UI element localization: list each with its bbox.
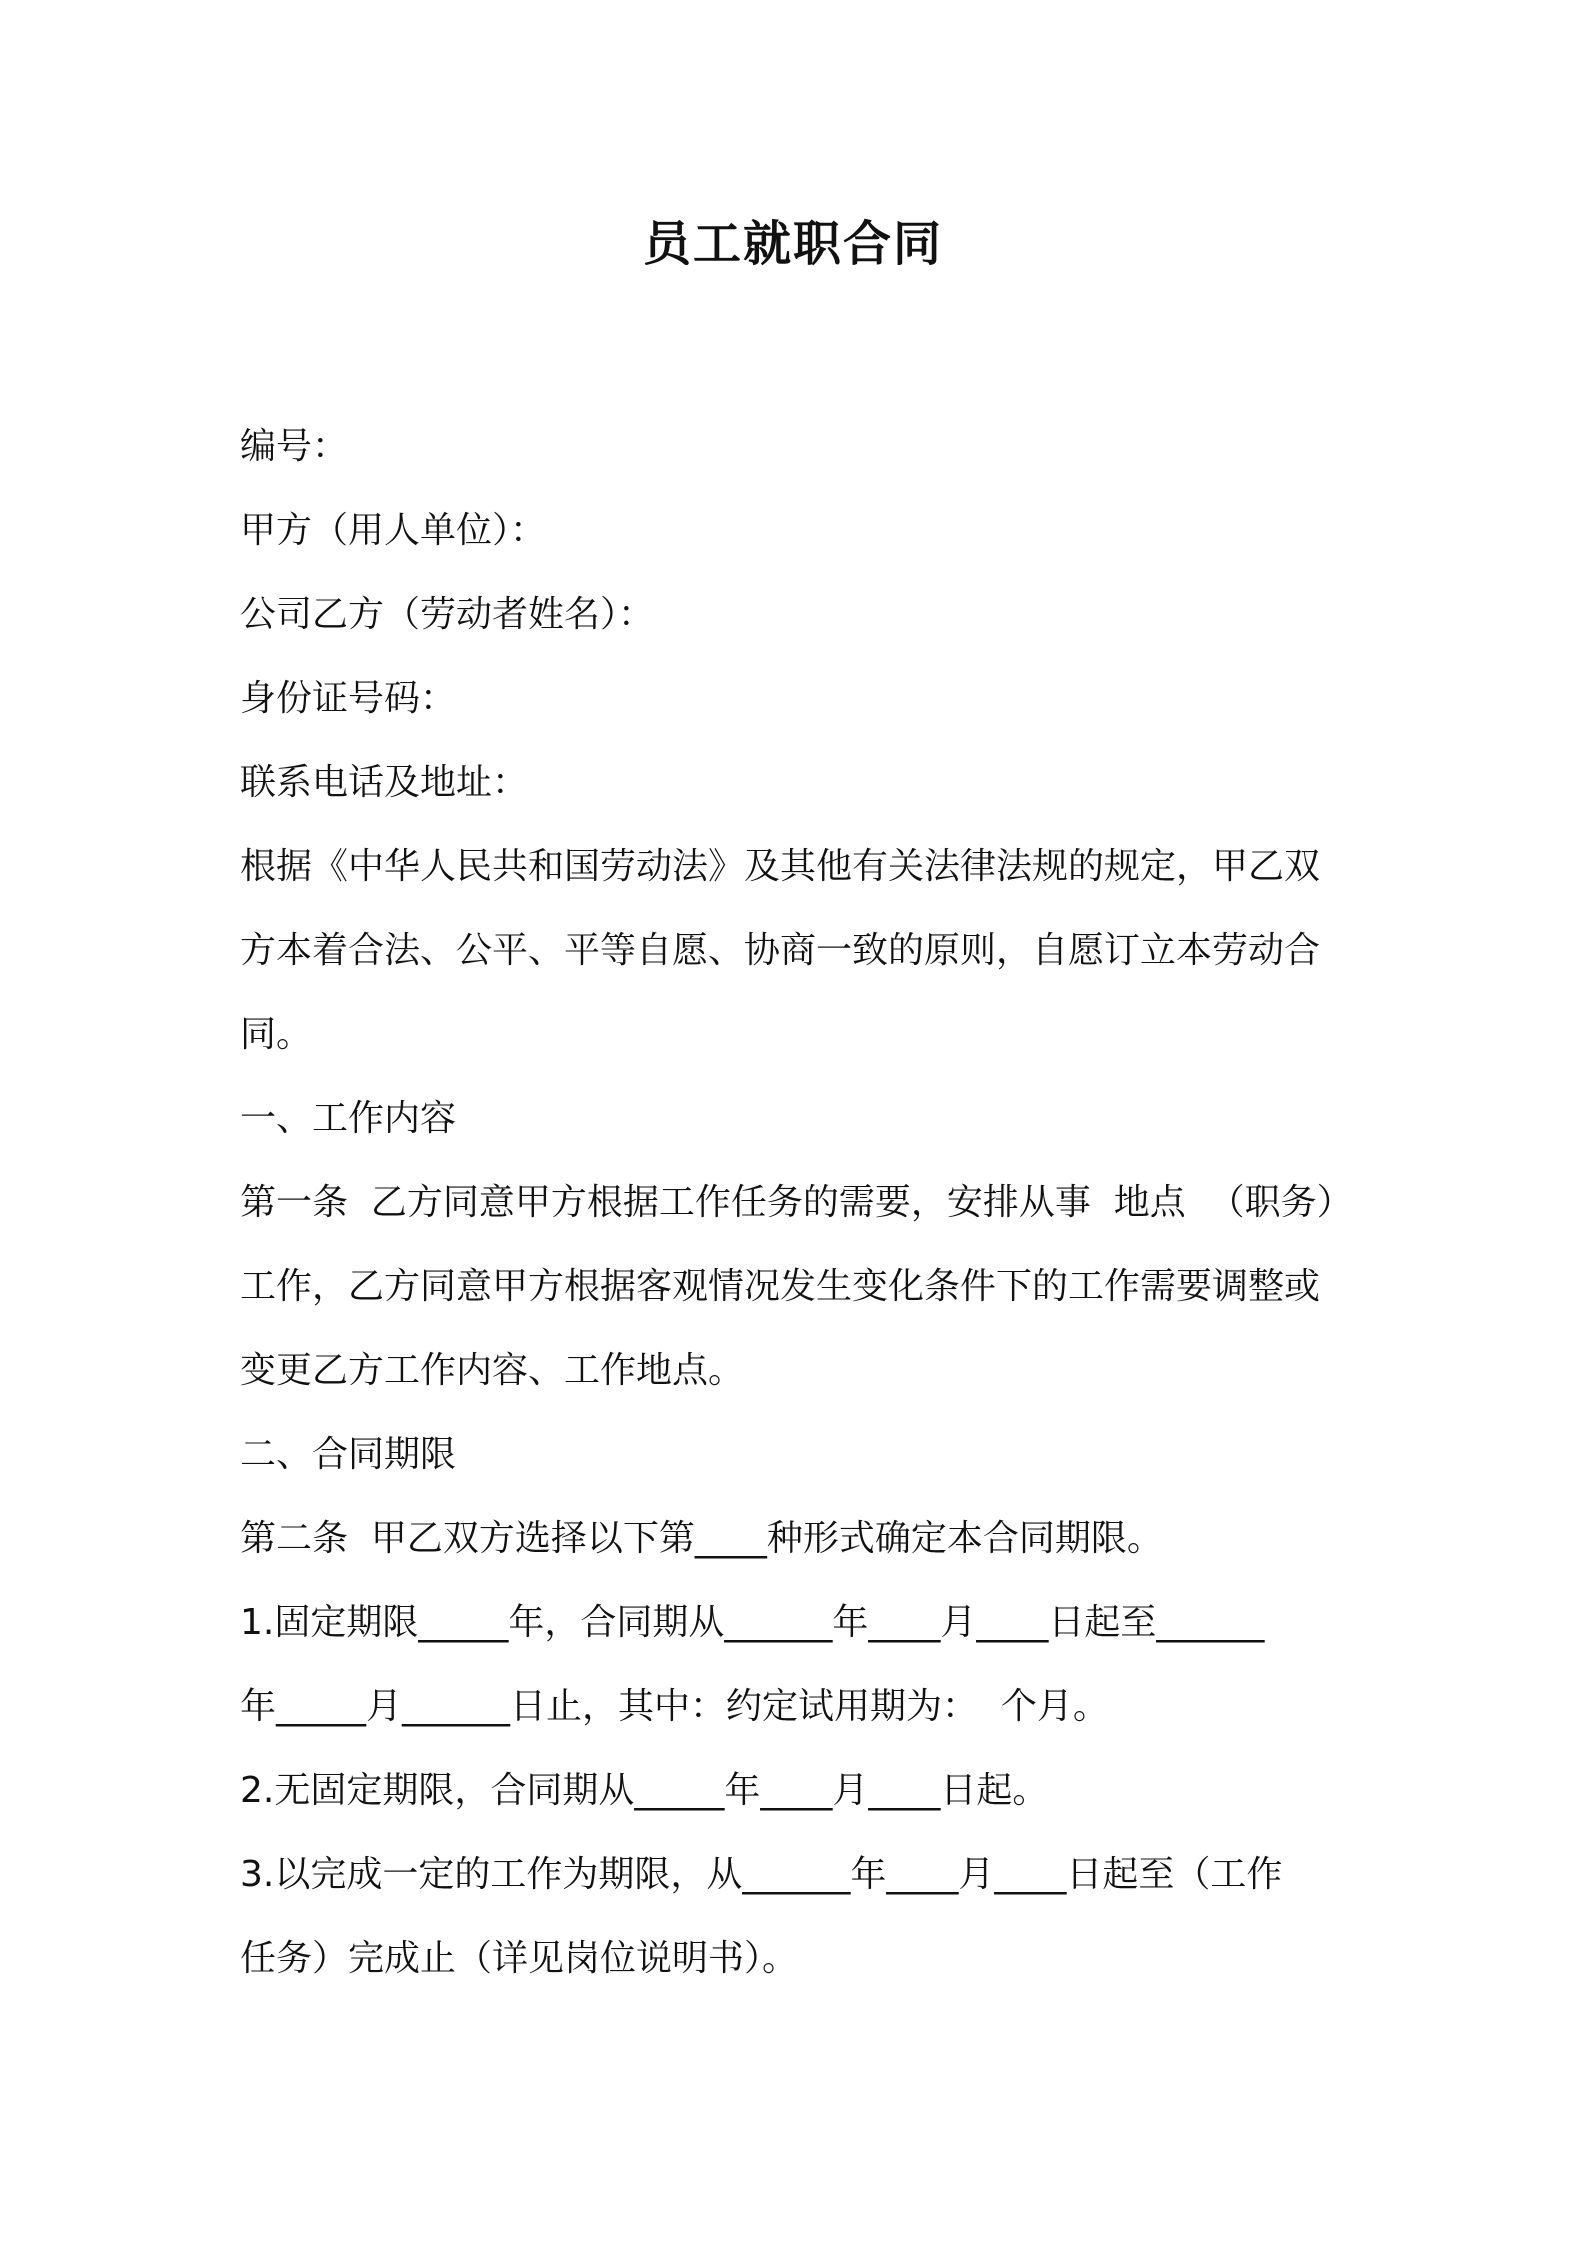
field-party-a: 甲方（用人单位）： bbox=[240, 510, 547, 551]
article-2-line: 第二条 甲乙双方选择以下第____种形式确定本合同期限。 bbox=[240, 1518, 1163, 1559]
preamble-line: 同。 bbox=[240, 1014, 313, 1055]
article-1-line: 工作，乙方同意甲方根据客观情况发生变化条件下的工作需要调整或 bbox=[240, 1266, 1321, 1307]
term-option-1-line: 1.固定期限_____年，合同期从______年____月____日起至______ bbox=[240, 1602, 1265, 1643]
field-id-number: 身份证号码： bbox=[240, 678, 457, 719]
preamble-line: 根据《中华人民共和国劳动法》及其他有关法律法规的规定，甲乙双 bbox=[240, 846, 1321, 887]
section-heading-contract-term: 二、合同期限 bbox=[240, 1434, 457, 1475]
term-option-1-line: 年_____月______日止，其中：约定试用期为： 个月。 bbox=[240, 1686, 1109, 1727]
field-party-b: 公司乙方（劳动者姓名）： bbox=[240, 594, 655, 635]
document-body bbox=[240, 405, 1360, 2001]
term-option-3-line: 3.以完成一定的工作为期限，从______年____月____日起至（工作 bbox=[240, 1854, 1283, 1895]
term-option-2-line: 2.无固定期限，合同期从_____年____月____日起。 bbox=[240, 1770, 1049, 1811]
section-heading-work-content: 一、工作内容 bbox=[240, 1098, 457, 1139]
article-1-line: 第一条 乙方同意甲方根据工作任务的需要，安排从事 地点 （职务） bbox=[240, 1182, 1353, 1223]
document-title: 员工就职合同 bbox=[642, 216, 943, 272]
preamble-line: 方本着合法、公平、平等自愿、协商一致的原则，自愿订立本劳动合 bbox=[240, 930, 1321, 971]
field-contact: 联系电话及地址： bbox=[240, 762, 529, 803]
field-contract-number: 编号： bbox=[240, 426, 349, 467]
term-option-3-line: 任务）完成止（详见岗位说明书）。 bbox=[240, 1938, 799, 1979]
article-1-line: 变更乙方工作内容、工作地点。 bbox=[240, 1350, 745, 1391]
